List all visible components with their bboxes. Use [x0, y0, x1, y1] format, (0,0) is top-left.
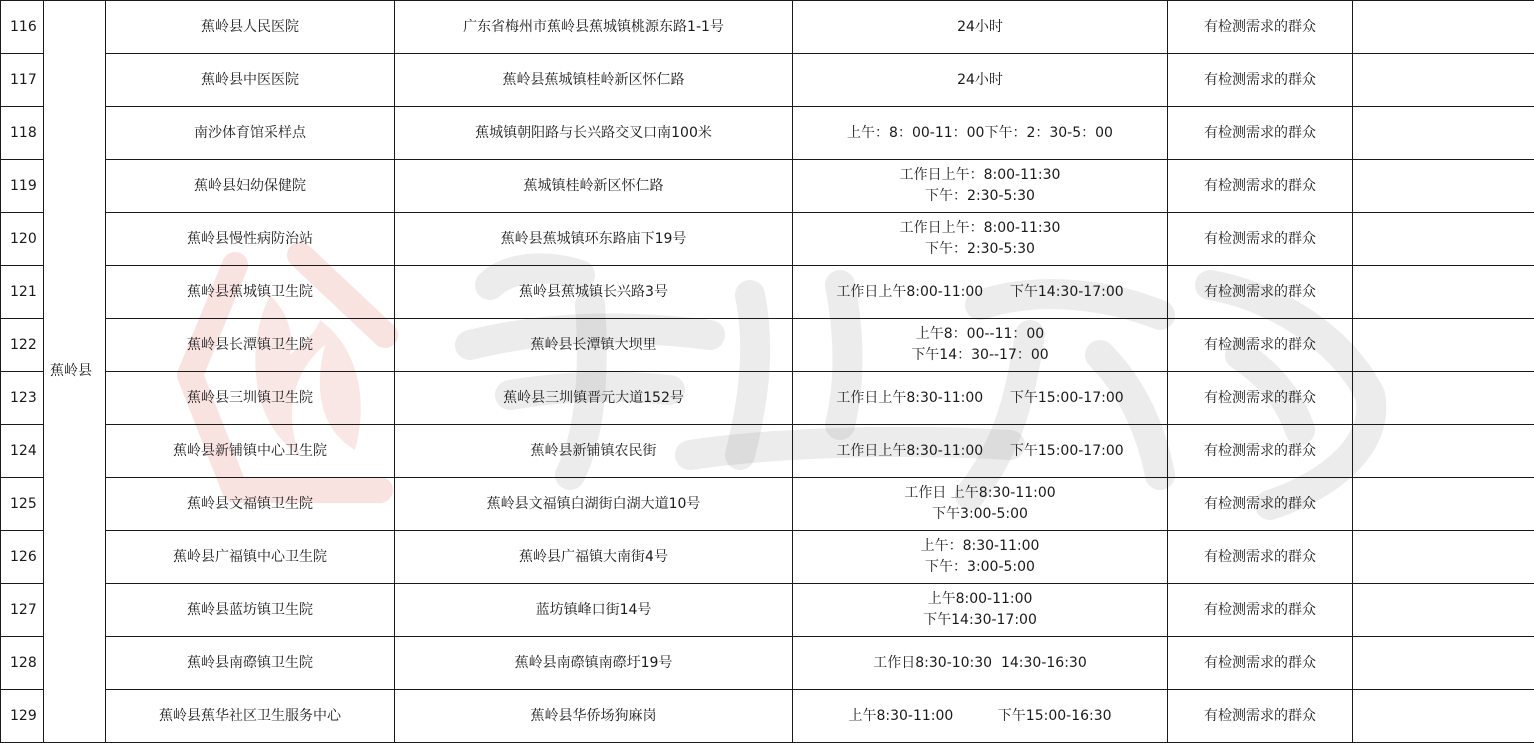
address-cell: 蕉岭县三圳镇晋元大道152号 [395, 372, 793, 425]
remarks-cell [1353, 690, 1534, 743]
target-group-cell: 有检测需求的群众 [1168, 107, 1353, 160]
site-name-cell: 蕉岭县文福镇卫生院 [106, 478, 395, 531]
site-name-cell: 蕉岭县蓝坊镇卫生院 [106, 584, 395, 637]
service-hours-cell [793, 478, 1168, 531]
site-name-cell: 蕉岭县人民医院 [106, 1, 395, 54]
table-row [1, 425, 1534, 478]
remarks-cell [1353, 160, 1534, 213]
site-name-cell: 蕉岭县中医医院 [106, 54, 395, 107]
service-hours-cell [793, 160, 1168, 213]
service-hours-line: 工作日上午8:00-11:00 下午14:30-17:00 [836, 283, 1124, 300]
address-cell: 广东省梅州市蕉岭县蕉城镇桃源东路1-1号 [395, 1, 793, 54]
row-number: 122 [1, 319, 44, 372]
service-hours-line: 上午8:30-11:00 下午15:00-16:30 [848, 707, 1112, 724]
row-number: 121 [1, 266, 44, 319]
remarks-cell [1353, 54, 1534, 107]
address-cell: 蕉岭县蕉城镇环东路庙下19号 [395, 213, 793, 266]
service-hours-cell [793, 213, 1168, 266]
service-hours-line: 工作日上午：8:00-11:30 [899, 220, 1061, 236]
address-cell: 蕉城镇朝阳路与长兴路交叉口南100米 [395, 107, 793, 160]
target-group-cell: 有检测需求的群众 [1168, 425, 1353, 478]
address-cell: 蕉岭县蕉城镇长兴路3号 [395, 266, 793, 319]
service-hours-cell [793, 584, 1168, 637]
table-row [1, 690, 1534, 743]
table-row [1, 54, 1534, 107]
remarks-cell [1353, 637, 1534, 690]
address-cell: 蕉岭县新铺镇农民街 [395, 425, 793, 478]
remarks-cell [1353, 213, 1534, 266]
service-hours-line: 下午：3:00-5:00 [925, 559, 1035, 575]
target-group-cell: 有检测需求的群众 [1168, 1, 1353, 54]
service-hours-cell [793, 1, 1168, 54]
address-cell: 蕉城镇桂岭新区怀仁路 [395, 160, 793, 213]
table-body [1, 1, 1534, 743]
row-number: 126 [1, 531, 44, 584]
service-hours-line: 下午14:30-17:00 [923, 612, 1037, 628]
service-hours-line: 下午3:00-5:00 [932, 506, 1028, 522]
service-hours-cell [793, 372, 1168, 425]
table-row [1, 1, 1534, 54]
county-cell: 蕉岭县 [44, 1, 106, 743]
site-name-cell: 蕉岭县南磜镇卫生院 [106, 637, 395, 690]
table-row [1, 637, 1534, 690]
service-hours-line: 上午8：00--11：00 [915, 326, 1045, 342]
site-name-cell: 蕉岭县妇幼保健院 [106, 160, 395, 213]
row-number: 128 [1, 637, 44, 690]
target-group-cell: 有检测需求的群众 [1168, 266, 1353, 319]
remarks-cell [1353, 478, 1534, 531]
service-hours-cell [793, 531, 1168, 584]
remarks-cell [1353, 584, 1534, 637]
target-group-cell: 有检测需求的群众 [1168, 478, 1353, 531]
table-row [1, 213, 1534, 266]
address-cell: 蕉岭县文福镇白湖街白湖大道10号 [395, 478, 793, 531]
service-hours-line: 工作日上午：8:00-11:30 [899, 167, 1061, 183]
target-group-cell: 有检测需求的群众 [1168, 637, 1353, 690]
row-number: 129 [1, 690, 44, 743]
address-cell: 蕉岭县南磜镇南磜圩19号 [395, 637, 793, 690]
target-group-cell: 有检测需求的群众 [1168, 584, 1353, 637]
row-number: 120 [1, 213, 44, 266]
target-group-cell: 有检测需求的群众 [1168, 531, 1353, 584]
service-hours-cell [793, 266, 1168, 319]
row-number: 127 [1, 584, 44, 637]
table-row [1, 319, 1534, 372]
site-name-cell: 蕉岭县长潭镇卫生院 [106, 319, 395, 372]
remarks-cell [1353, 1, 1534, 54]
remarks-cell [1353, 531, 1534, 584]
target-group-cell: 有检测需求的群众 [1168, 319, 1353, 372]
service-hours-cell [793, 54, 1168, 107]
target-group-cell: 有检测需求的群众 [1168, 372, 1353, 425]
remarks-cell [1353, 372, 1534, 425]
row-number: 117 [1, 54, 44, 107]
site-name-cell: 蕉岭县三圳镇卫生院 [106, 372, 395, 425]
service-hours-cell [793, 319, 1168, 372]
row-number: 116 [1, 1, 44, 54]
table-row [1, 266, 1534, 319]
target-group-cell: 有检测需求的群众 [1168, 213, 1353, 266]
remarks-cell [1353, 266, 1534, 319]
service-hours-line: 下午14：30--17：00 [911, 347, 1049, 363]
address-cell: 蕉岭县长潭镇大坝里 [395, 319, 793, 372]
site-name-cell: 蕉岭县蕉城镇卫生院 [106, 266, 395, 319]
row-number: 118 [1, 107, 44, 160]
site-name-cell: 蕉岭县慢性病防治站 [106, 213, 395, 266]
site-name-cell: 蕉岭县广福镇中心卫生院 [106, 531, 395, 584]
site-name-cell: 南沙体育馆采样点 [106, 107, 395, 160]
table-row [1, 584, 1534, 637]
remarks-cell [1353, 319, 1534, 372]
table-row [1, 160, 1534, 213]
service-hours-cell [793, 107, 1168, 160]
target-group-cell: 有检测需求的群众 [1168, 690, 1353, 743]
service-hours-line: 上午8:00-11:00 [927, 591, 1033, 607]
service-hours-cell [793, 637, 1168, 690]
target-group-cell: 有检测需求的群众 [1168, 160, 1353, 213]
service-hours-line: 上午：8:30-11:00 [920, 538, 1040, 554]
address-cell: 蕉岭县华侨场狗麻岗 [395, 690, 793, 743]
remarks-cell [1353, 425, 1534, 478]
service-hours-line: 工作日上午8:30-11:00 下午15:00-17:00 [836, 442, 1124, 459]
table-row [1, 372, 1534, 425]
table-row [1, 478, 1534, 531]
row-number: 124 [1, 425, 44, 478]
address-cell: 蕉岭县广福镇大南街4号 [395, 531, 793, 584]
service-hours-line: 工作日8:30-10:30 14:30-16:30 [873, 654, 1087, 671]
service-hours-line: 上午：8：00-11：00下午：2：30-5：00 [847, 124, 1113, 141]
service-hours-cell [793, 690, 1168, 743]
row-number: 119 [1, 160, 44, 213]
address-cell: 蕉岭县蕉城镇桂岭新区怀仁路 [395, 54, 793, 107]
table-row [1, 107, 1534, 160]
service-hours-line: 下午：2:30-5:30 [925, 188, 1035, 204]
target-group-cell: 有检测需求的群众 [1168, 54, 1353, 107]
site-name-cell: 蕉岭县蕉华社区卫生服务中心 [106, 690, 395, 743]
service-hours-line: 24小时 [957, 71, 1003, 88]
row-number: 123 [1, 372, 44, 425]
row-number: 125 [1, 478, 44, 531]
service-hours-line: 下午：2:30-5:30 [925, 241, 1035, 257]
service-hours-line: 工作日 上午8:30-11:00 [904, 485, 1056, 501]
remarks-cell [1353, 107, 1534, 160]
table-row [1, 531, 1534, 584]
service-hours-line: 24小时 [957, 18, 1003, 35]
service-hours-line: 工作日上午8:30-11:00 下午15:00-17:00 [836, 389, 1124, 406]
service-hours-cell [793, 425, 1168, 478]
address-cell: 蓝坊镇峰口街14号 [395, 584, 793, 637]
site-name-cell: 蕉岭县新铺镇中心卫生院 [106, 425, 395, 478]
